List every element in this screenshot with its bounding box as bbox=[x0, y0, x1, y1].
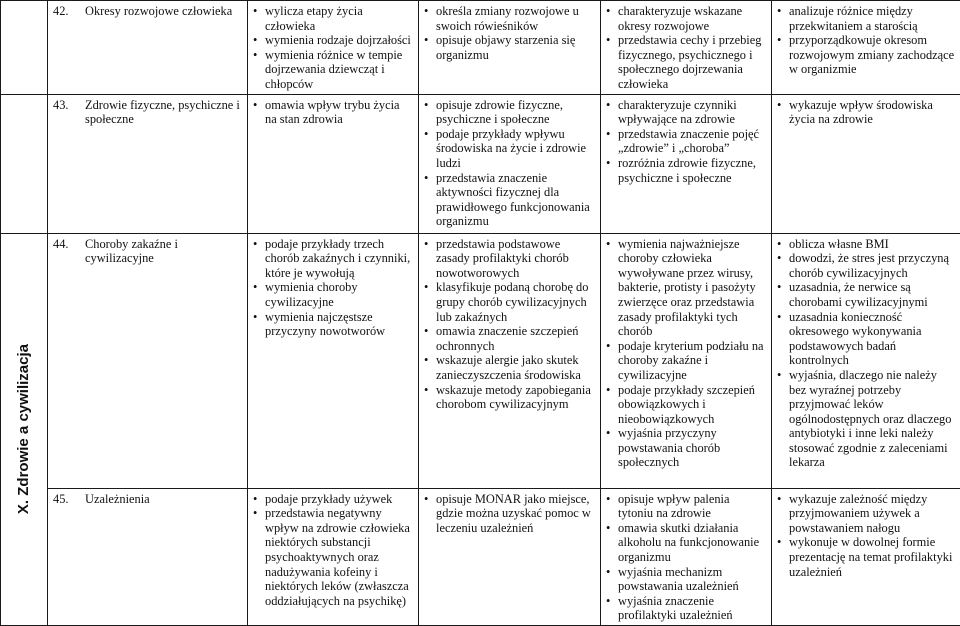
requirement-item: • opisuje MONAR jako miejsce, gdzie można uzyskać pomoc w leczeniu uzależnień bbox=[424, 492, 596, 536]
topic-title: Zdrowie fizyczne, psychiczne i społeczne bbox=[85, 98, 243, 127]
requirement-item: • wykazuje wpływ środowiska życia na zdrowie bbox=[777, 98, 956, 127]
level1-cell bbox=[248, 488, 419, 625]
requirement-list bbox=[606, 492, 767, 623]
requirement-item: • wyjaśnia znaczenie profilaktyki uzależnień bbox=[606, 594, 767, 623]
section-cell-empty bbox=[1, 1, 48, 95]
curriculum-body bbox=[1, 1, 960, 626]
requirement-item: • podaje przykłady trzech chorób zakaźnych i czynniki, które je wywołują bbox=[253, 237, 414, 281]
topic-cell bbox=[48, 233, 248, 488]
level3-cell bbox=[601, 94, 772, 233]
requirement-item: • omawia wpływ trybu życia na stan zdrowia bbox=[253, 98, 414, 127]
level2-cell bbox=[419, 1, 601, 95]
requirement-item: • wymienia różnice w tempie dojrzewania dziewcząt i chłopców bbox=[253, 48, 414, 92]
requirement-item: • wyjaśnia mechanizm powstawania uzależnień bbox=[606, 565, 767, 594]
requirement-item: • wymienia choroby cywilizacyjne bbox=[253, 280, 414, 309]
requirement-item: • wykazuje zależność między przyjmowaniem używek a powstawaniem nałogu bbox=[777, 492, 956, 536]
requirement-item: • podaje przykłady wpływu środowiska na życie i zdrowie ludzi bbox=[424, 127, 596, 171]
requirement-list bbox=[253, 4, 414, 92]
requirement-item: • wymienia najważniejsze choroby człowieka wywoływane przez wirusy, bakterie, protisty i pasożyty zwierzęce oraz przedstawia zasady profilaktyki tych chorób bbox=[606, 237, 767, 339]
table-row bbox=[1, 233, 960, 488]
requirement-item: • wyjaśnia przyczyny powstawania chorób społecznych bbox=[606, 426, 767, 470]
topic-number: 44. bbox=[53, 237, 85, 266]
requirement-item: • oblicza własne BMI bbox=[777, 237, 956, 252]
topic-cell bbox=[48, 94, 248, 233]
topic-cell bbox=[48, 488, 248, 625]
requirement-list bbox=[424, 492, 596, 536]
level1-cell bbox=[248, 233, 419, 488]
requirement-list bbox=[606, 237, 767, 471]
table-row bbox=[1, 94, 960, 233]
requirement-list bbox=[424, 4, 596, 62]
requirement-item: • wskazuje metody zapobiegania chorobom cywilizacyjnym bbox=[424, 383, 596, 412]
level2-cell bbox=[419, 233, 601, 488]
requirement-item: • przedstawia znaczenie pojęć „zdrowie” i „choroba” bbox=[606, 127, 767, 156]
requirement-item: • omawia skutki działania alkoholu na funkcjonowanie organizmu bbox=[606, 521, 767, 565]
requirement-list bbox=[253, 98, 414, 127]
level3-cell bbox=[601, 488, 772, 625]
requirement-list bbox=[424, 237, 596, 412]
requirement-item: • opisuje zdrowie fizyczne, psychiczne i społeczne bbox=[424, 98, 596, 127]
requirement-item: • charakteryzuje czynniki wpływające na zdrowie bbox=[606, 98, 767, 127]
table-row bbox=[1, 488, 960, 625]
requirement-item: • klasyfikuje podaną chorobę do grupy chorób cywilizacyjnych lub zakaźnych bbox=[424, 280, 596, 324]
requirement-list bbox=[777, 4, 956, 77]
requirement-item: • opisuje wpływ palenia tytoniu na zdrowie bbox=[606, 492, 767, 521]
topic-number: 43. bbox=[53, 98, 85, 127]
requirement-item: • omawia znaczenie szczepień ochronnych bbox=[424, 324, 596, 353]
requirement-item: • uzasadnia, że nerwice są chorobami cywilizacyjnymi bbox=[777, 280, 956, 309]
section-cell bbox=[1, 233, 48, 625]
topic-number: 45. bbox=[53, 492, 85, 507]
topic-number: 42. bbox=[53, 4, 85, 19]
requirement-item: • określa zmiany rozwojowe u swoich rówieśników bbox=[424, 4, 596, 33]
requirement-item: • przedstawia negatywny wpływ na zdrowie człowieka niektórych substancji psychoaktywnych oraz nadużywania kofeiny i niektórych leków (zwłaszcza oddziałujących na psychikę) bbox=[253, 506, 414, 608]
requirement-item: • przedstawia znaczenie aktywności fizycznej dla prawidłowego funkcjonowania organizmu bbox=[424, 171, 596, 229]
requirement-item: • charakteryzuje wskazane okresy rozwojowe bbox=[606, 4, 767, 33]
requirement-item: • przedstawia podstawowe zasady profilaktyki chorób nowotworowych bbox=[424, 237, 596, 281]
requirement-item: • opisuje objawy starzenia się organizmu bbox=[424, 33, 596, 62]
requirement-item: • wyjaśnia, dlaczego nie należy bez wyraźnej potrzeby przyjmować leków ogólnodostępnych oraz dlaczego antybiotyki i inne leki należy stosować zgodnie z zaleceniami lekarza bbox=[777, 368, 956, 470]
requirement-item: • podaje przykłady używek bbox=[253, 492, 414, 507]
requirement-item: • uzasadnia konieczność okresowego wykonywania podstawowych badań kontrolnych bbox=[777, 310, 956, 368]
topic-title: Okresy rozwojowe człowieka bbox=[85, 4, 243, 19]
topic-cell bbox=[48, 1, 248, 95]
level4-cell bbox=[772, 94, 960, 233]
table-row bbox=[1, 1, 960, 95]
level1-cell bbox=[248, 94, 419, 233]
level4-cell bbox=[772, 488, 960, 625]
level2-cell bbox=[419, 488, 601, 625]
requirement-item: • wskazuje alergie jako skutek zanieczyszczenia środowiska bbox=[424, 353, 596, 382]
requirement-item: • rozróżnia zdrowie fizyczne, psychiczne i społeczne bbox=[606, 156, 767, 185]
topic-title: Choroby zakaźne i cywilizacyjne bbox=[85, 237, 243, 266]
section-cell-empty bbox=[1, 94, 48, 233]
requirement-list bbox=[253, 237, 414, 339]
requirement-list bbox=[606, 4, 767, 92]
requirement-item: • dowodzi, że stres jest przyczyną chorób cywilizacyjnych bbox=[777, 251, 956, 280]
requirement-item: • przedstawia cechy i przebieg fizycznego, psychicznego i społecznego dojrzewania człowieka bbox=[606, 33, 767, 91]
requirement-item: • wymienia rodzaje dojrzałości bbox=[253, 33, 414, 48]
requirement-item: • analizuje różnice między przekwitaniem a starością bbox=[777, 4, 956, 33]
level4-cell bbox=[772, 1, 960, 95]
requirement-list bbox=[777, 492, 956, 580]
level4-cell bbox=[772, 233, 960, 488]
requirement-item: • podaje kryterium podziału na choroby zakaźne i cywilizacyjne bbox=[606, 339, 767, 383]
requirement-list bbox=[424, 98, 596, 229]
requirement-item: • wylicza etapy życia człowieka bbox=[253, 4, 414, 33]
level2-cell bbox=[419, 94, 601, 233]
requirement-item: • wymienia najczęstsze przyczyny nowotworów bbox=[253, 310, 414, 339]
level3-cell bbox=[601, 233, 772, 488]
section-label: X. Zdrowie a cywilizacja bbox=[17, 344, 32, 514]
requirement-list bbox=[253, 492, 414, 609]
requirement-item: • przyporządkowuje okresom rozwojowym zmiany zachodzące w organizmie bbox=[777, 33, 956, 77]
level3-cell bbox=[601, 1, 772, 95]
requirement-item: • podaje przykłady szczepień obowiązkowych i nieobowiązkowych bbox=[606, 383, 767, 427]
requirement-list bbox=[777, 237, 956, 471]
requirement-list bbox=[606, 98, 767, 186]
requirement-list bbox=[777, 98, 956, 127]
requirement-item: • wykonuje w dowolnej formie prezentację na temat profilaktyki uzależnień bbox=[777, 535, 956, 579]
level1-cell bbox=[248, 1, 419, 95]
topic-title: Uzależnienia bbox=[85, 492, 243, 507]
